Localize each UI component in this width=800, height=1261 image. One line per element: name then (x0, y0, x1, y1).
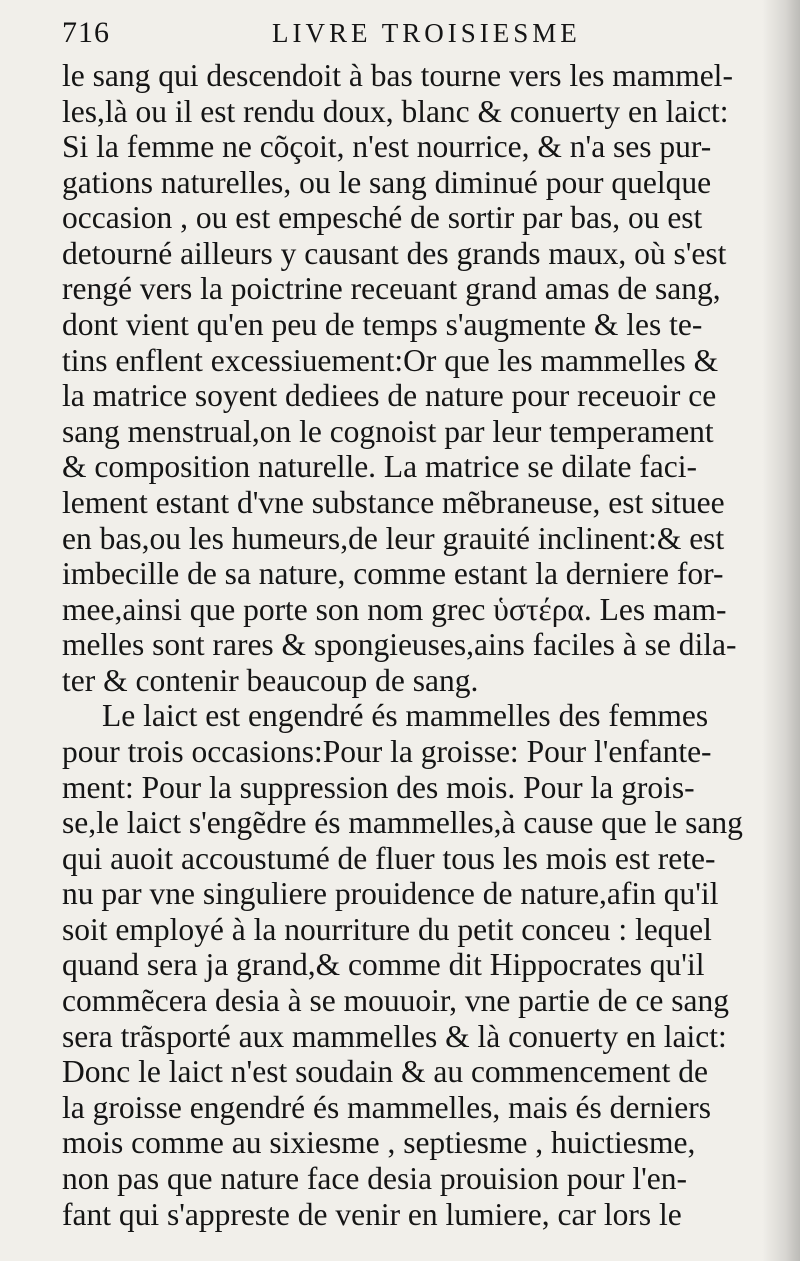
text-line: le sang qui descendoit à bas tourne vers les mammel- (62, 58, 733, 93)
text-line: melles sont rares & spongieuses,ains faciles à se dila- (62, 627, 737, 663)
text-line: quand sera ja grand,& comme dit Hippocrates qu'il (62, 947, 705, 983)
text-line: mois comme au sixiesme , septiesme , huictiesme, (62, 1125, 696, 1161)
text-line: la groisse engendré és mammelles, mais és derniers (62, 1089, 712, 1125)
text-line: detourné ailleurs y causant des grands maux, où s'est (62, 235, 727, 271)
text-line: ter & contenir beaucoup de sang. (62, 662, 479, 698)
text-line: mee,ainsi que porte son nom grec ὑστέρα. Les mam- (62, 591, 727, 627)
running-title: LIVRE TROISIESME (272, 18, 581, 48)
paragraph-first-line: Le laict est engendré és mammelles des femmes (102, 698, 709, 734)
text-line: en bas,ou les humeurs,de leur grauité inclinent:& est (62, 520, 725, 556)
text-line: soit employé à la nourriture du petit conceu : lequel (62, 911, 712, 947)
text-line: dont vient qu'en peu de temps s'augmente & les te- (62, 307, 703, 343)
text-line: & composition naturelle. La matrice se dilate faci- (62, 449, 697, 485)
page-number: 716 (62, 16, 110, 49)
text-line: se,le laict s'engẽdre és mammelles,à cause que le sang (62, 805, 743, 841)
text-line: sera trãsporté aux mammelles & là conuerty en laict: (62, 1018, 727, 1054)
text-line: tins enflent excessiuement:Or que les mammelles & (62, 342, 719, 378)
text-line: Si la femme ne cõçoit, n'est nourrice, & n'a ses pur- (62, 129, 712, 165)
text-line: ment: Pour la suppression des mois. Pour la grois- (62, 769, 695, 805)
text-line: la matrice soyent dediees de nature pour receuoir ce (62, 378, 717, 414)
text-line: rengé vers la poictrine receuant grand amas de sang, (62, 271, 721, 307)
text-line: nu par vne singuliere prouidence de nature,afin qu'il (62, 876, 719, 912)
text-line: pour trois occasions:Pour la groisse: Pour l'enfante- (62, 733, 712, 769)
text-line: occasion , ou est empesché de sortir par bas, ou est (62, 200, 703, 236)
text-line: commẽcera desia à se mouuoir, vne partie de ce sang (62, 983, 729, 1019)
text-line: sang menstrual,on le cognoist par leur temperament (62, 413, 714, 449)
text-line: les,là ou il est rendu doux, blanc & conuerty en laict: (62, 93, 729, 129)
text-line: fant qui s'appreste de venir en lumiere, car lors le (62, 1196, 682, 1232)
text-line: Donc le laict n'est soudain & au commencement de (62, 1054, 708, 1090)
text-line: qui auoit accoustumé de fluer tous les mois est rete- (62, 840, 716, 876)
text-line: gations naturelles, ou le sang diminué pour quelque (62, 164, 712, 200)
text-body (62, 58, 772, 1232)
text-line: lement estant d'vne substance mẽbraneuse, est situee (62, 484, 725, 520)
text-line: non pas que nature face desia prouision pour l'en- (62, 1160, 687, 1196)
page-header (62, 16, 762, 56)
text-line: imbecille de sa nature, comme estant la derniere for- (62, 556, 724, 592)
